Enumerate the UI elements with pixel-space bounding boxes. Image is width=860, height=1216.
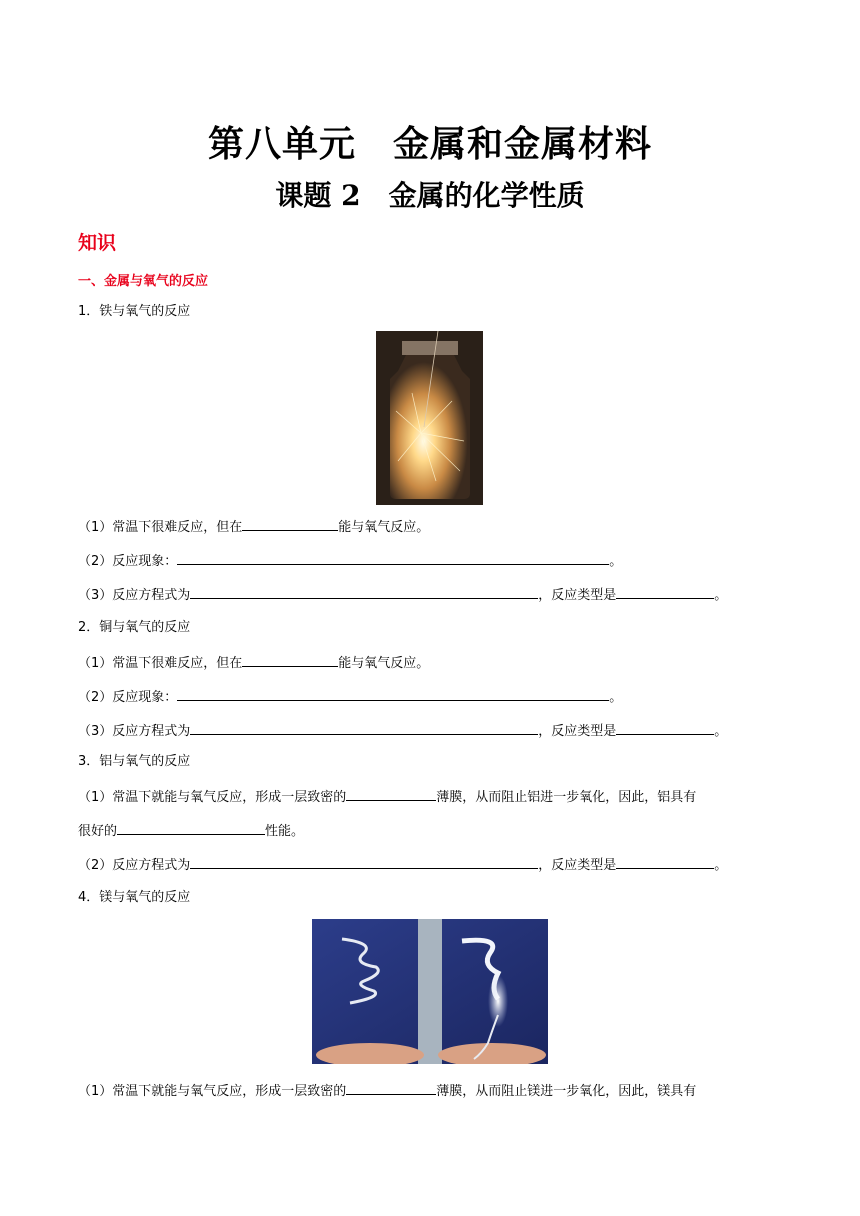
- iron-heading: 1．铁与氧气的反应: [78, 304, 191, 319]
- answer-blank[interactable]: [177, 687, 609, 701]
- copper-q1: （1）常温下很难反应，但在 能与氧气反应。: [78, 653, 429, 673]
- magnesium-heading: 4．镁与氧气的反应: [78, 890, 191, 905]
- answer-blank[interactable]: [242, 517, 338, 531]
- aluminum-heading: 3．铝与氧气的反应: [78, 754, 191, 769]
- answer-blank[interactable]: [616, 585, 714, 599]
- iron-q3: （3）反应方程式为 ，反应类型是 。: [78, 585, 727, 605]
- answer-blank[interactable]: [616, 855, 714, 869]
- answer-blank[interactable]: [190, 721, 538, 735]
- copper-q3: （3）反应方程式为 ，反应类型是 。: [78, 721, 727, 741]
- iron-burning-photo: [376, 331, 483, 505]
- answer-blank[interactable]: [346, 787, 436, 801]
- aluminum-q1-cont: 很好的 性能。: [78, 821, 304, 841]
- magnesium-burning-photo: [312, 919, 548, 1064]
- copper-heading: 2．铜与氧气的反应: [78, 620, 191, 635]
- lesson-title: 课题 2 金属的化学性质: [275, 179, 585, 212]
- iron-q2: （2）反应现象： 。: [78, 551, 622, 571]
- answer-blank[interactable]: [242, 653, 338, 667]
- answer-blank[interactable]: [616, 721, 714, 735]
- magnesium-q1: （1）常温下就能与氧气反应，形成一层致密的 薄膜，从而阻止镁进一步氧化，因此，镁具有: [78, 1081, 696, 1101]
- unit-title: 第八单元 金属和金属材料: [207, 123, 652, 165]
- answer-blank[interactable]: [346, 1081, 436, 1095]
- answer-blank[interactable]: [190, 585, 538, 599]
- answer-blank[interactable]: [177, 551, 609, 565]
- iron-q1: （1）常温下很难反应，但在 能与氧气反应。: [78, 517, 429, 537]
- answer-blank[interactable]: [117, 821, 265, 835]
- aluminum-q2: （2）反应方程式为 ，反应类型是 。: [78, 855, 727, 875]
- section-heading: 知识: [78, 232, 117, 254]
- answer-blank[interactable]: [190, 855, 538, 869]
- aluminum-q1: （1）常温下就能与氧气反应，形成一层致密的 薄膜，从而阻止铝进一步氧化，因此，铝具有: [78, 787, 696, 807]
- subsection-heading: 一、金属与氧气的反应: [78, 274, 209, 289]
- copper-q2: （2）反应现象： 。: [78, 687, 622, 707]
